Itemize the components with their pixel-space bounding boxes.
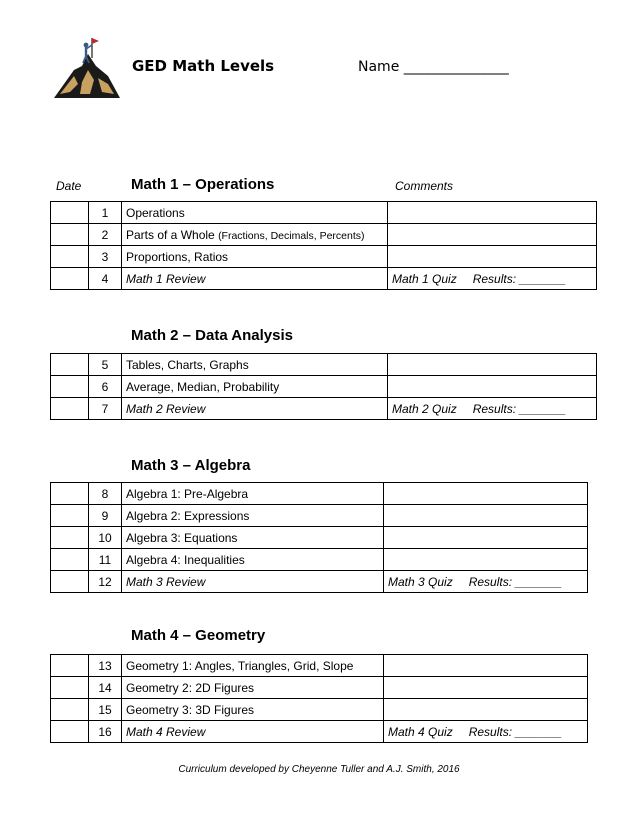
topic-cell: Algebra 4: Inequalities — [122, 549, 384, 571]
level-number: 5 — [89, 354, 122, 376]
level-number: 8 — [89, 483, 122, 505]
date-cell[interactable] — [51, 398, 89, 420]
date-cell[interactable] — [51, 699, 89, 721]
topic-cell: Average, Median, Probability — [122, 376, 388, 398]
quiz-label: Math 3 Quiz — [388, 574, 453, 589]
date-cell[interactable] — [51, 354, 89, 376]
date-column-label: Date — [56, 179, 82, 193]
comments-cell[interactable] — [388, 354, 597, 376]
comments-column-label: Comments — [395, 179, 454, 193]
date-cell[interactable] — [51, 549, 89, 571]
level-number: 16 — [89, 721, 122, 743]
review-topic-cell: Math 2 Review — [122, 398, 388, 420]
level-number: 2 — [89, 224, 122, 246]
table-row — [51, 699, 588, 721]
topic-note: (Fractions, Decimals, Percents) — [218, 229, 365, 242]
date-cell[interactable] — [51, 246, 89, 268]
table-row — [51, 224, 597, 246]
topic-cell: Operations — [122, 202, 388, 224]
level-number: 6 — [89, 376, 122, 398]
review-topic-cell: Math 4 Review — [122, 721, 384, 743]
topic-cell: Geometry 3: 3D Figures — [122, 699, 384, 721]
quiz-results-cell[interactable] — [384, 721, 588, 743]
level-number: 1 — [89, 202, 122, 224]
level-number: 11 — [89, 549, 122, 571]
table-row — [51, 677, 588, 699]
topic-cell: Algebra 1: Pre-Algebra — [122, 483, 384, 505]
math-4-table — [50, 654, 588, 743]
quiz-results-cell[interactable] — [388, 398, 597, 420]
topic-cell: Algebra 3: Equations — [122, 527, 384, 549]
table-row — [51, 483, 588, 505]
review-topic-cell: Math 3 Review — [122, 571, 384, 593]
date-cell[interactable] — [51, 483, 89, 505]
math-1-table — [50, 201, 597, 290]
comments-cell[interactable] — [384, 483, 588, 505]
topic-cell: Tables, Charts, Graphs — [122, 354, 388, 376]
level-number: 14 — [89, 677, 122, 699]
results-label: Results: _______ — [472, 271, 567, 286]
comments-cell[interactable] — [388, 224, 597, 246]
topic-cell: Algebra 2: Expressions — [122, 505, 384, 527]
table-row — [51, 398, 597, 420]
table-row — [51, 549, 588, 571]
quiz-label: Math 2 Quiz — [392, 401, 457, 416]
table-row — [51, 571, 588, 593]
comments-cell[interactable] — [384, 677, 588, 699]
date-cell[interactable] — [51, 268, 89, 290]
date-cell[interactable] — [51, 655, 89, 677]
level-number: 3 — [89, 246, 122, 268]
table-row — [51, 246, 597, 268]
results-label: Results: _______ — [472, 401, 567, 416]
date-cell[interactable] — [51, 224, 89, 246]
results-label: Results: _______ — [468, 574, 563, 589]
quiz-label: Math 4 Quiz — [388, 724, 453, 739]
level-number: 9 — [89, 505, 122, 527]
quiz-results-cell[interactable] — [388, 268, 597, 290]
table-row — [51, 721, 588, 743]
table-row — [51, 202, 597, 224]
topic-cell: Geometry 2: 2D Figures — [122, 677, 384, 699]
footer-credit: Curriculum developed by Cheyenne Tuller and A.J. Smith, 2016 — [178, 764, 460, 775]
level-number: 10 — [89, 527, 122, 549]
table-row — [51, 655, 588, 677]
table-row — [51, 505, 588, 527]
table-row — [51, 354, 597, 376]
section-heading-math-4: Math 4 – Geometry — [131, 627, 266, 644]
section-heading-math-2: Math 2 – Data Analysis — [131, 327, 294, 344]
comments-cell[interactable] — [388, 376, 597, 398]
comments-cell[interactable] — [384, 527, 588, 549]
quiz-results-cell[interactable] — [384, 571, 588, 593]
date-cell[interactable] — [51, 571, 89, 593]
section-heading-math-3: Math 3 – Algebra — [131, 457, 251, 474]
comments-cell[interactable] — [388, 202, 597, 224]
level-number: 15 — [89, 699, 122, 721]
topic-cell: Geometry 1: Angles, Triangles, Grid, Slope — [122, 655, 384, 677]
table-row — [51, 268, 597, 290]
results-label: Results: _______ — [468, 724, 563, 739]
level-number: 7 — [89, 398, 122, 420]
topic-text: Parts of a Whole — [126, 227, 215, 242]
math-3-table — [50, 482, 588, 593]
mountain-climber-icon — [52, 36, 122, 100]
comments-cell[interactable] — [384, 505, 588, 527]
level-number: 13 — [89, 655, 122, 677]
section-heading-math-1: Math 1 – Operations — [131, 176, 275, 193]
comments-cell[interactable] — [388, 246, 597, 268]
table-row — [51, 376, 597, 398]
date-cell[interactable] — [51, 376, 89, 398]
review-topic-cell: Math 1 Review — [122, 268, 388, 290]
table-row — [51, 527, 588, 549]
date-cell[interactable] — [51, 505, 89, 527]
name-field-label: Name _______________ — [358, 59, 509, 75]
level-number: 4 — [89, 268, 122, 290]
math-2-table — [50, 353, 597, 420]
level-number: 12 — [89, 571, 122, 593]
quiz-label: Math 1 Quiz — [392, 271, 457, 286]
page-title: GED Math Levels — [132, 57, 275, 75]
topic-cell: Proportions, Ratios — [122, 246, 388, 268]
date-cell[interactable] — [51, 202, 89, 224]
date-cell[interactable] — [51, 677, 89, 699]
date-cell[interactable] — [51, 527, 89, 549]
date-cell[interactable] — [51, 721, 89, 743]
topic-cell — [122, 224, 388, 246]
comments-cell[interactable] — [384, 549, 588, 571]
comments-cell[interactable] — [384, 655, 588, 677]
comments-cell[interactable] — [384, 699, 588, 721]
